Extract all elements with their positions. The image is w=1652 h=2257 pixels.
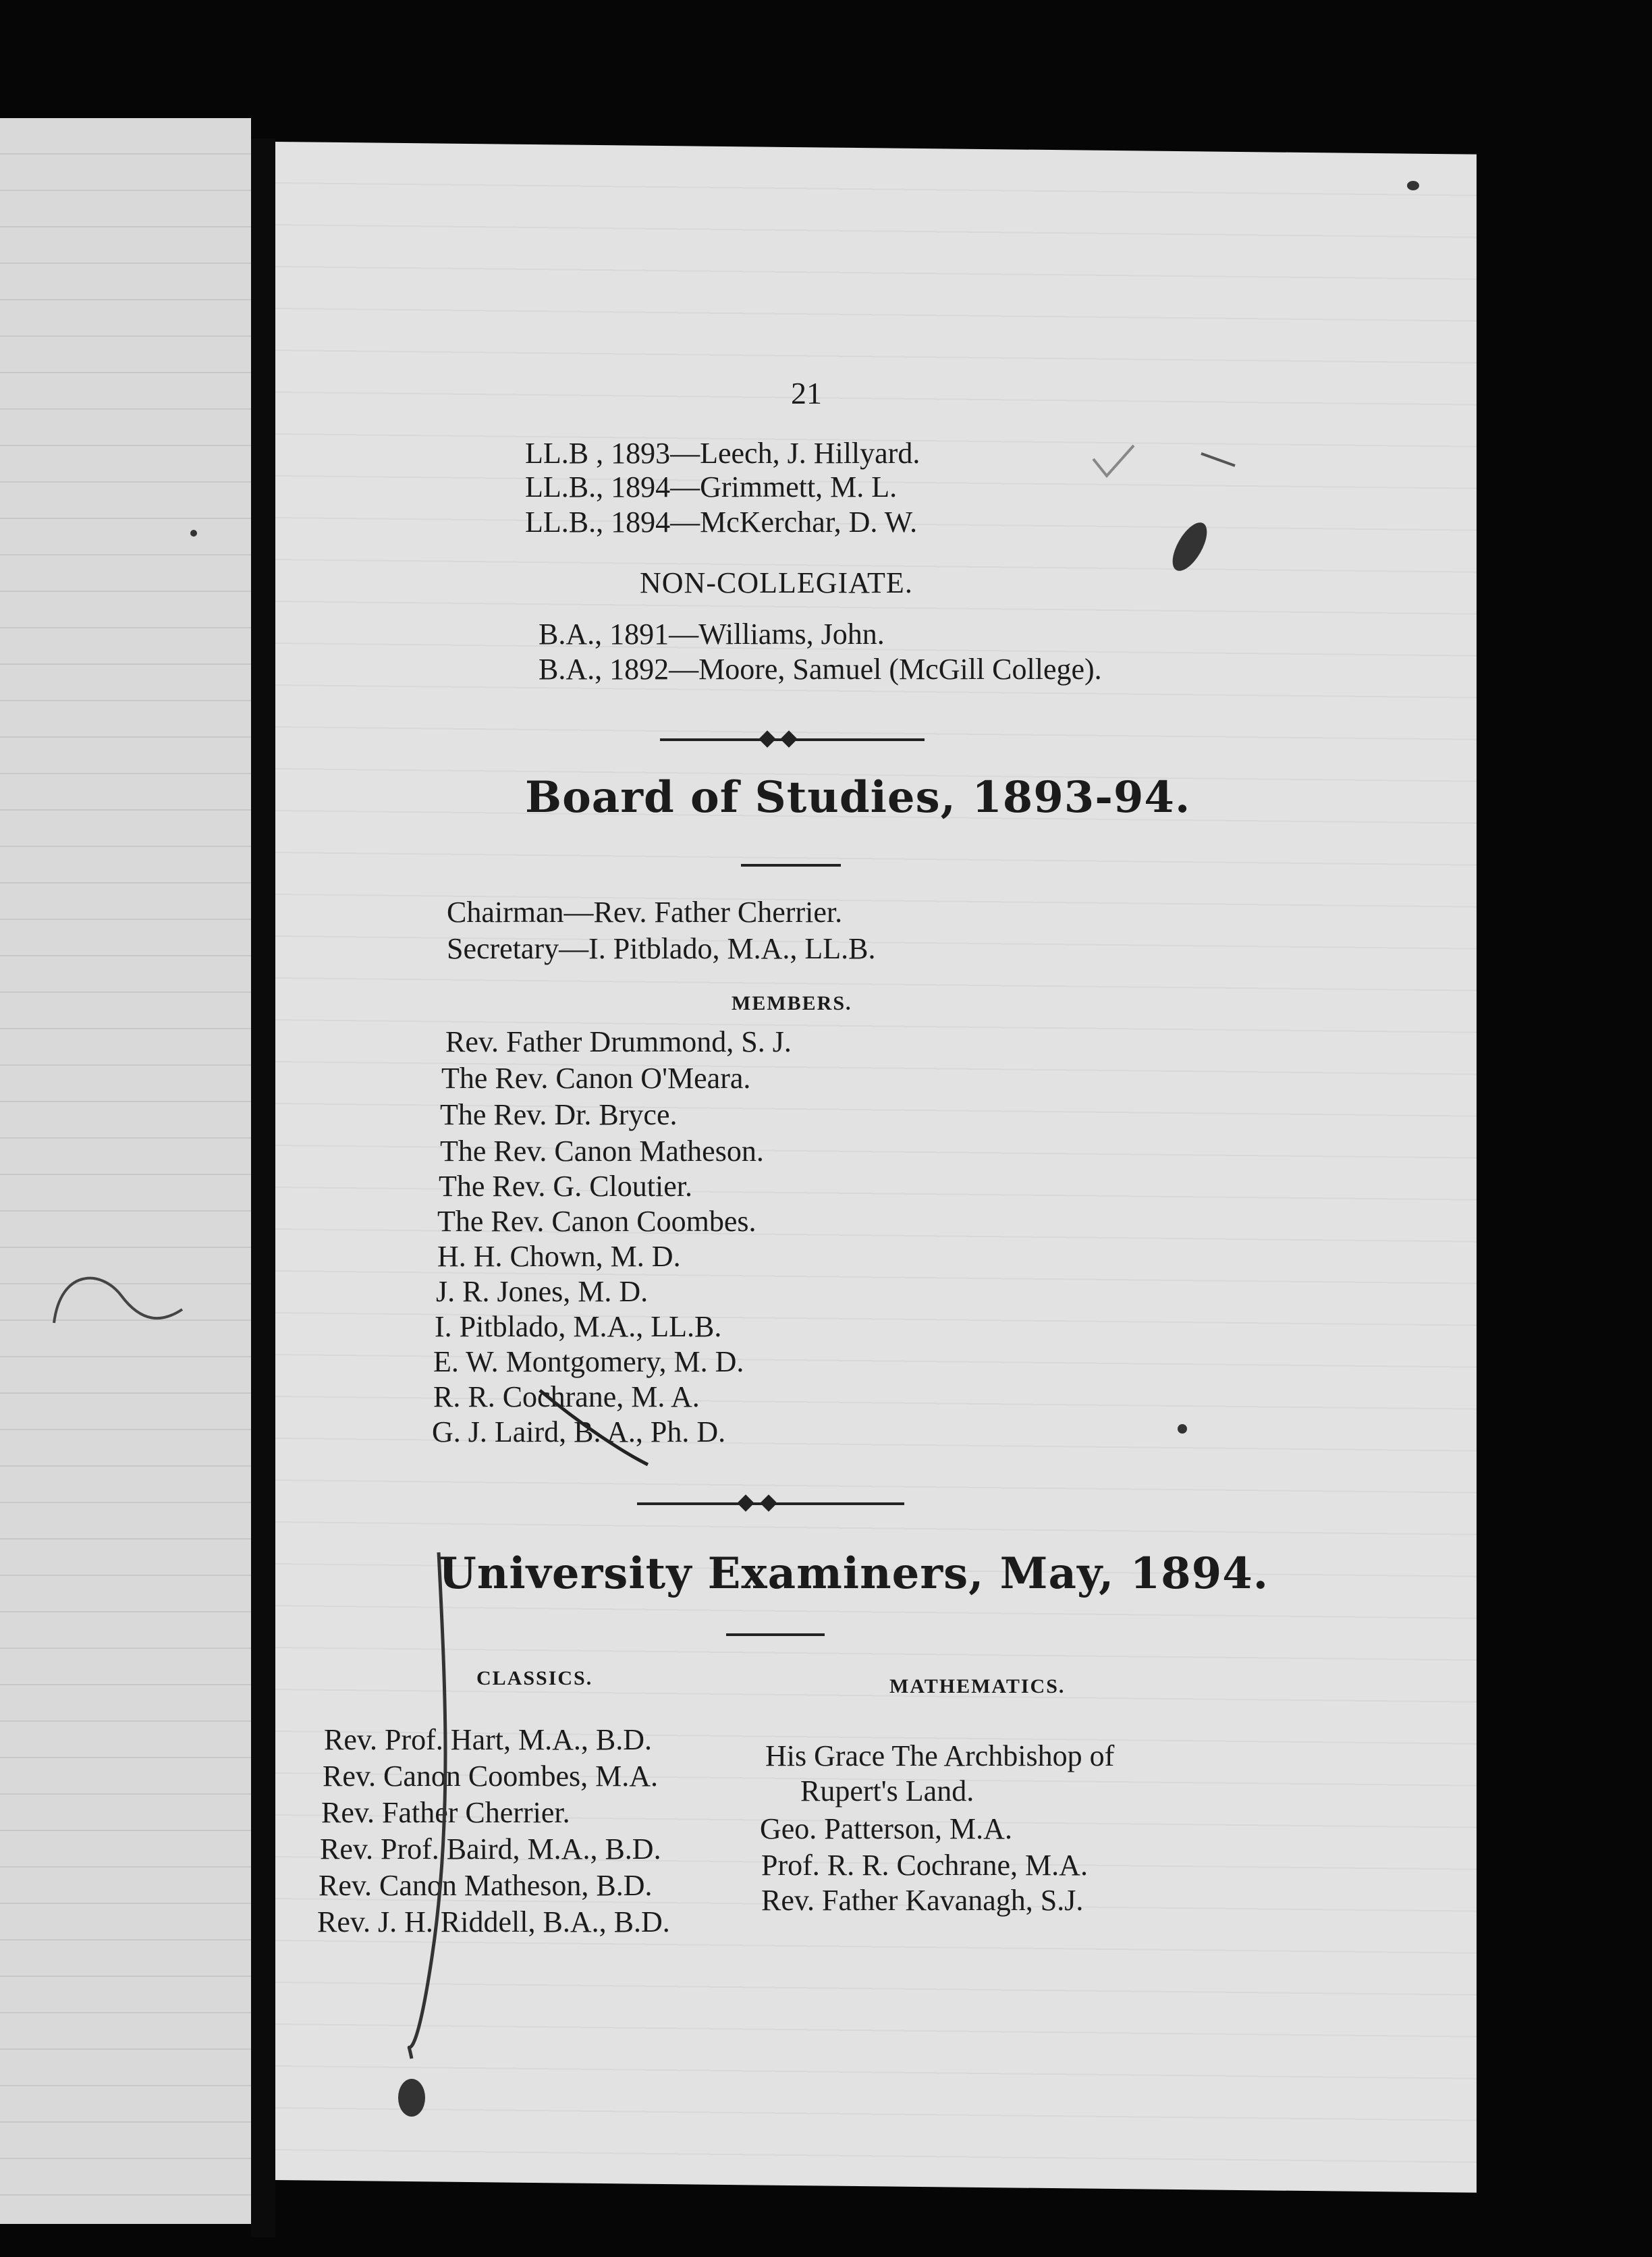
non-collegiate-entry: B.A., 1892—Moore, Samuel (McGill College). xyxy=(539,653,1102,686)
mathematics-examiner: Rupert's Land. xyxy=(800,1774,974,1807)
board-secretary: Secretary—I. Pitblado, M.A., LL.B. xyxy=(447,932,876,965)
mathematics-examiner: Rev. Father Kavanagh, S.J. xyxy=(761,1884,1084,1917)
non-collegiate-heading: NON-COLLEGIATE. xyxy=(640,566,913,599)
board-of-studies-title: Board of Studies, 1893-94. xyxy=(525,772,1191,823)
classics-examiner: Rev. Canon Coombes, M.A. xyxy=(323,1760,659,1793)
classics-examiner: Rev. J. H. Riddell, B.A., B.D. xyxy=(317,1905,670,1938)
members-heading: MEMBERS. xyxy=(732,992,852,1014)
classics-heading: CLASSICS. xyxy=(476,1667,593,1689)
graduate-entry: LL.B., 1894—McKerchar, D. W. xyxy=(525,506,918,539)
board-member: The Rev. Canon Matheson. xyxy=(440,1135,764,1168)
graduate-entry: LL.B., 1894—Grimmett, M. L. xyxy=(525,470,898,504)
classics-examiner: Rev. Prof. Baird, M.A., B.D. xyxy=(320,1832,661,1866)
graduate-entry: LL.B , 1893—Leech, J. Hillyard. xyxy=(525,437,920,470)
board-member: The Rev. Dr. Bryce. xyxy=(440,1098,678,1131)
non-collegiate-entry: B.A., 1891—Williams, John. xyxy=(539,618,885,651)
classics-examiner: Rev. Canon Matheson, B.D. xyxy=(319,1869,653,1902)
mathematics-examiner: Geo. Patterson, M.A. xyxy=(760,1812,1012,1845)
board-member: H. H. Chown, M. D. xyxy=(437,1240,681,1273)
mathematics-examiner: His Grace The Archbishop of xyxy=(765,1739,1115,1772)
board-member: The Rev. Canon Coombes. xyxy=(437,1205,756,1238)
board-chairman: Chairman—Rev. Father Cherrier. xyxy=(447,896,843,929)
board-member: The Rev. G. Cloutier. xyxy=(439,1170,692,1203)
board-member: G. J. Laird, B. A., Ph. D. xyxy=(432,1415,726,1448)
board-member: I. Pitblado, M.A., LL.B. xyxy=(435,1310,722,1343)
board-member: E. W. Montgomery, M. D. xyxy=(433,1345,744,1378)
board-member: The Rev. Canon O'Meara. xyxy=(441,1062,751,1095)
mathematics-examiner: Prof. R. R. Cochrane, M.A. xyxy=(761,1849,1088,1882)
page-number: 21 xyxy=(791,376,822,410)
classics-examiner: Rev. Prof. Hart, M.A., B.D. xyxy=(324,1723,652,1756)
mathematics-heading: MATHEMATICS. xyxy=(889,1675,1066,1697)
university-examiners-title: University Examiners, May, 1894. xyxy=(439,1548,1269,1599)
board-member: J. R. Jones, M. D. xyxy=(436,1275,649,1308)
classics-examiner: Rev. Father Cherrier. xyxy=(321,1796,570,1829)
board-member: Rev. Father Drummond, S. J. xyxy=(445,1025,792,1058)
board-member: R. R. Cochrane, M. A. xyxy=(433,1380,700,1413)
